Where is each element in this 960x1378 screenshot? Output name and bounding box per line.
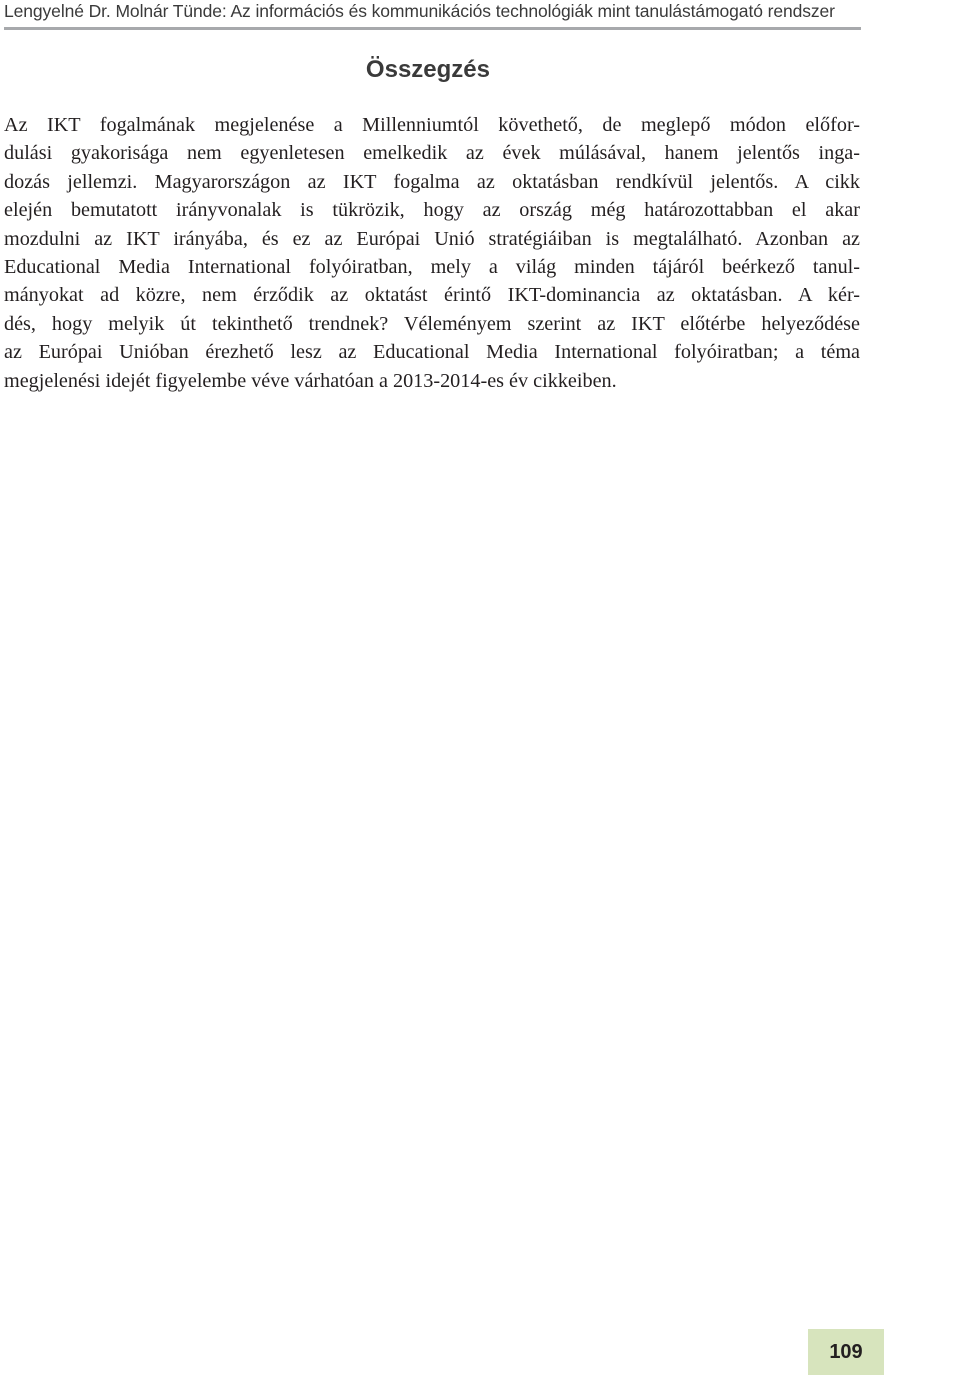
paragraph-line: dés, hogy melyik út tekinthető trendnek? Véleményem szerint az IKT előtérbe helyeződése — [4, 312, 860, 335]
paragraph-line: Educational Media International folyóiratban, mely a világ minden tájáról beérkező tanul- — [4, 255, 860, 278]
paragraph-line: Az IKT fogalmának megjelenése a Millenniumtól követhető, de meglepő módon előfor- — [4, 114, 860, 136]
paragraph-line: megjelenési idejét figyelembe véve várhatóan a 2013-2014-es év cikkeiben. — [4, 369, 617, 392]
page-number: 109 — [808, 1329, 884, 1375]
paragraph-line: dozás jellemzi. Magyarországon az IKT fogalma az oktatásban rendkívül jelentős. A cikk — [4, 170, 860, 193]
paragraph-line: mozdulni az IKT irányába, és ez az Európai Unió stratégiáiban is megtalálható. Azonban az — [4, 227, 860, 250]
body-paragraph — [4, 111, 860, 395]
section-title: Összegzés — [365, 56, 490, 83]
header-rule — [4, 27, 861, 30]
paragraph-line: elején bemutatott irányvonalak is tükrözik, hogy az ország még határozottabban el akar — [4, 199, 860, 222]
paragraph-line: az Európai Unióban érezhető lesz az Educational Media International folyóiratban; a téma — [4, 341, 860, 364]
paragraph-line: dulási gyakorisága nem egyenletesen emelkedik az évek múlásával, hanem jelentős inga- — [4, 142, 860, 165]
running-header: Lengyelné Dr. Molnár Tünde: Az információs és kommunikációs technológiák mint tanulástámogató rendszer — [4, 1, 835, 21]
paragraph-line: mányokat ad közre, nem érződik az oktatást érintő IKT-dominancia az oktatásban. A kér- — [4, 284, 860, 307]
